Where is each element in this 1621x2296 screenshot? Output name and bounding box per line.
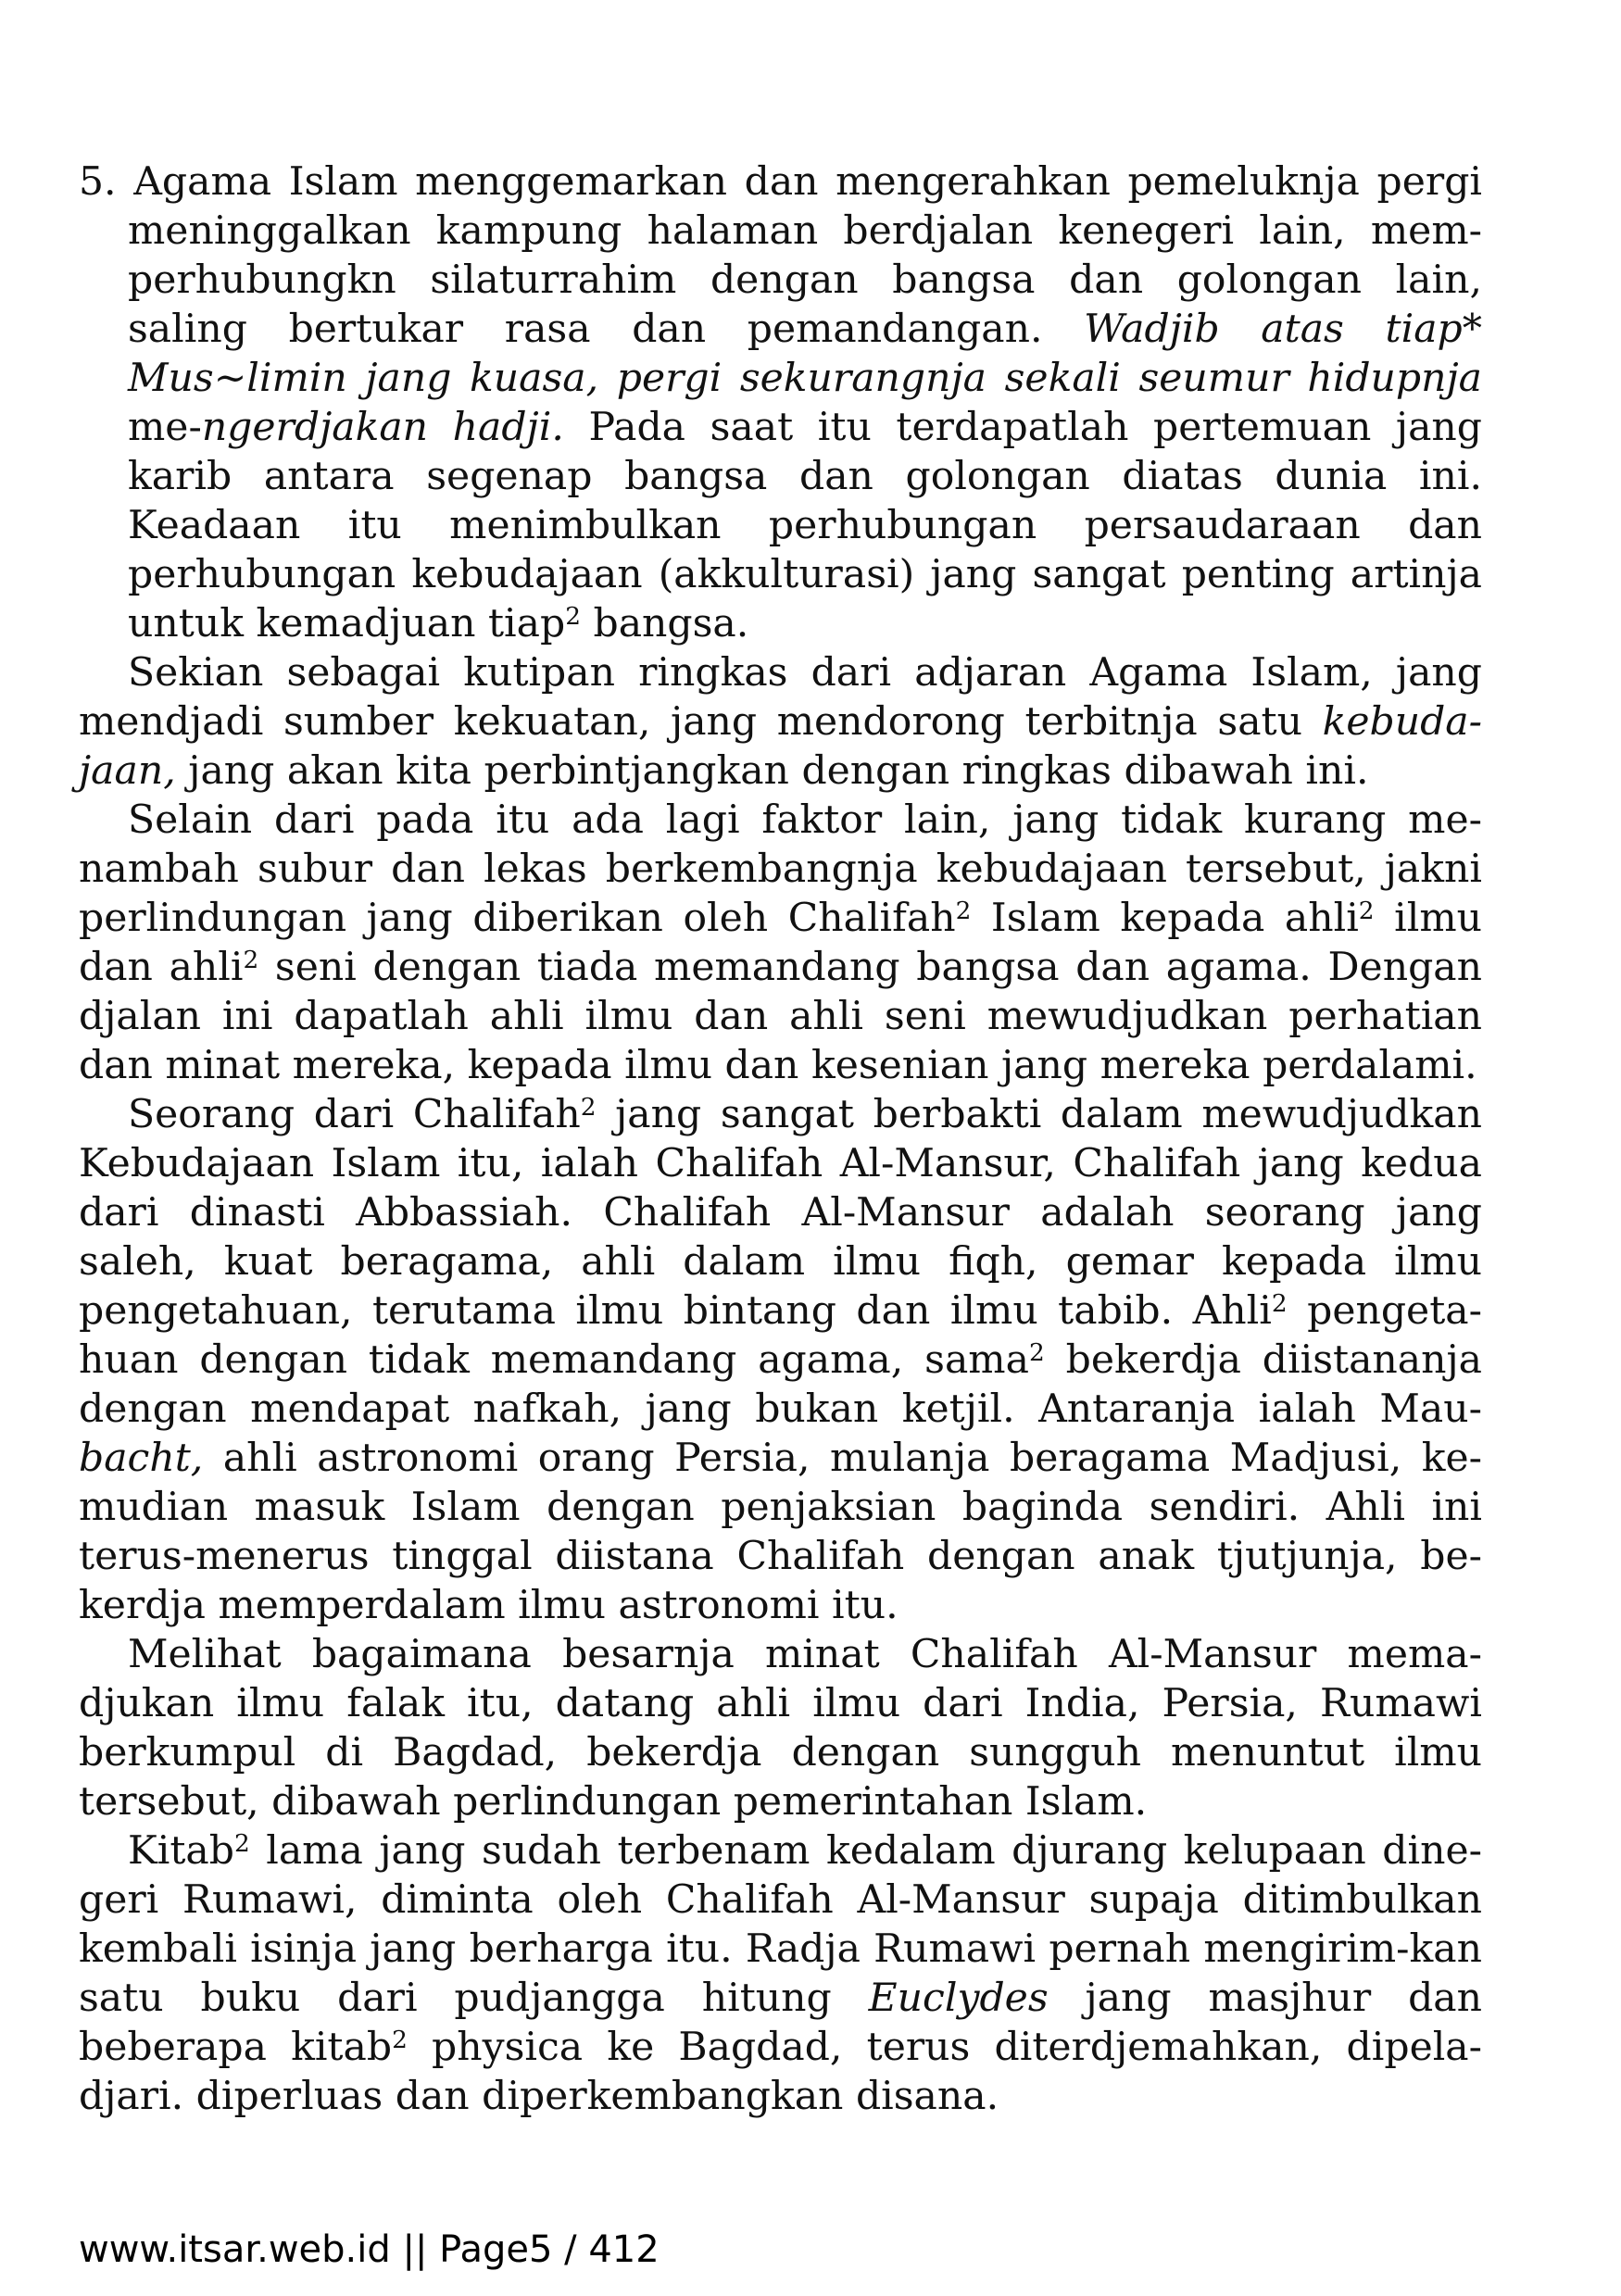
paragraph <box>79 1826 1482 2121</box>
text-run: Pada saat itu terdapatlah pertemuan jang karib antara segenap bangsa dan golongan diatas dunia ini. Keadaan itu menimbulkan perhubungan persaudaraan dan perhubungan kebudajaan (akkulturasi) jang sangat penting artinja untuk kemadjuan tiap <box>128 405 1483 646</box>
list-item-5 <box>79 157 1482 648</box>
text-run: Melihat bagaimana besarnja minat Chalifah Al-Mansur mema-djukan ilmu falak itu, datang ahli ilmu dari India, Persia, Rumawi berkumpul di Bagdad, bekerdja dengan sungguh menuntut ilmu tersebut, dibawah perlindungan pemerintahan Islam. <box>79 1632 1482 1825</box>
text-run: Kitab <box>128 1828 234 1874</box>
text-run: bekerdja diistananja dengan mendapat nafkah, jang bukan ketjil. Antaranja ialah Mau- <box>79 1337 1483 1432</box>
text-run: Selain dari pada itu ada lagi faktor lain, jang tidak kurang me-nambah subur dan lekas berkembangnja kebudajaan tersebut, jakni perlindungan jang diberikan oleh Chalifah <box>79 797 1482 941</box>
text-run: jang masjhur dan beberapa kitab <box>79 1976 1483 2070</box>
italic-text: bacht, <box>79 1436 204 1481</box>
text-run: jang sangat berbakti dalam mewudjudkan Kebudajaan Islam itu, ialah Chalifah Al-Mansur, Chalifah jang kedua dari dinasti Abbassiah. Chalifah Al-Mansur adalah seorang jang saleh, kuat beragama, ahli dalam ilmu fiqh, gemar kepada ilmu pengetahuan, terutama ilmu bintang dan ilmu tabib. Ahli <box>79 1092 1482 1334</box>
text-run: Islam kepada ahli <box>990 896 1359 941</box>
text-run: physica ke Bagdad, terus diterdjemahkan, dipela-djari. diperluas dan diperkembangkan disana. <box>79 2025 1483 2119</box>
superscript: 2 <box>1028 1338 1045 1367</box>
superscript: 2 <box>243 946 259 974</box>
text-run: Sekian sebagai kutipan ringkas dari adjaran Agama Islam, jang mendjadi sumber kekuatan, jang mendorong terbitnja satu <box>79 650 1482 745</box>
page-footer: www.itsar.web.id || Page5 / 412 <box>79 2228 660 2271</box>
page-body <box>79 157 1482 2121</box>
italic-text: ngerdjakan hadji. <box>201 405 564 450</box>
superscript: 2 <box>1271 1289 1288 1318</box>
paragraph <box>79 796 1482 1090</box>
text-run: ilmu dan ahli <box>79 896 1482 990</box>
superscript: 2 <box>233 1829 250 1858</box>
superscript: 2 <box>955 897 972 925</box>
paragraph <box>79 1630 1482 1826</box>
superscript: 2 <box>392 2026 408 2054</box>
italic-text: kebuda-jaan, <box>79 699 1482 794</box>
list-number: 5. <box>79 159 117 205</box>
paragraph <box>79 648 1482 796</box>
text-run: me- <box>128 405 202 450</box>
superscript: 2 <box>1358 897 1375 925</box>
italic-text: Euclydes <box>868 1976 1049 2021</box>
italic-text: Wadjib atas tiap* Mus~limin jang kuasa, pergi sekurangnja sekali seumur hidupnja <box>128 307 1482 401</box>
text-run: bangsa. <box>593 601 749 646</box>
text-run: pengeta-huan dengan tidak memandang agama, sama <box>79 1288 1482 1383</box>
superscript: 2 <box>580 1093 597 1122</box>
text-run: seni dengan tiada memandang bangsa dan agama. Dengan djalan ini dapatlah ahli ilmu dan ahli seni mewudjudkan perhatian dan minat mereka, kepada ilmu dan kesenian jang mereka perdalami. <box>79 945 1482 1088</box>
text-run: Seorang dari Chalifah <box>128 1092 581 1137</box>
text-run: ahli astronomi orang Persia, mulanja beragama Madjusi, ke-mudian masuk Islam dengan penjaksian baginda sendiri. Ahli ini terus-menerus tinggal diistana Chalifah dengan anak tjutjunja, be-kerdja memperdalam ilmu astronomi itu. <box>79 1436 1482 1628</box>
text-run: jang akan kita perbintjangkan dengan ringkas dibawah ini. <box>188 748 1369 794</box>
superscript: 2 <box>565 602 581 631</box>
text-run: Agama Islam menggemarkan dan mengerahkan pemeluknja pergi meninggalkan kampung halaman berdjalan kenegeri lain, mem-perhubungkn silaturrahim dengan bangsa dan golongan lain, saling bertukar rasa dan pemandangan. <box>128 159 1482 352</box>
text-run: lama jang sudah terbenam kedalam djurang kelupaan dine-geri Rumawi, diminta oleh Chalifah Al-Mansur supaja ditimbulkan kembali isinja jang berharga itu. Radja Rumawi pernah mengirim-kan satu buku dari pudjangga hitung <box>79 1828 1482 2021</box>
paragraph <box>79 1090 1482 1630</box>
